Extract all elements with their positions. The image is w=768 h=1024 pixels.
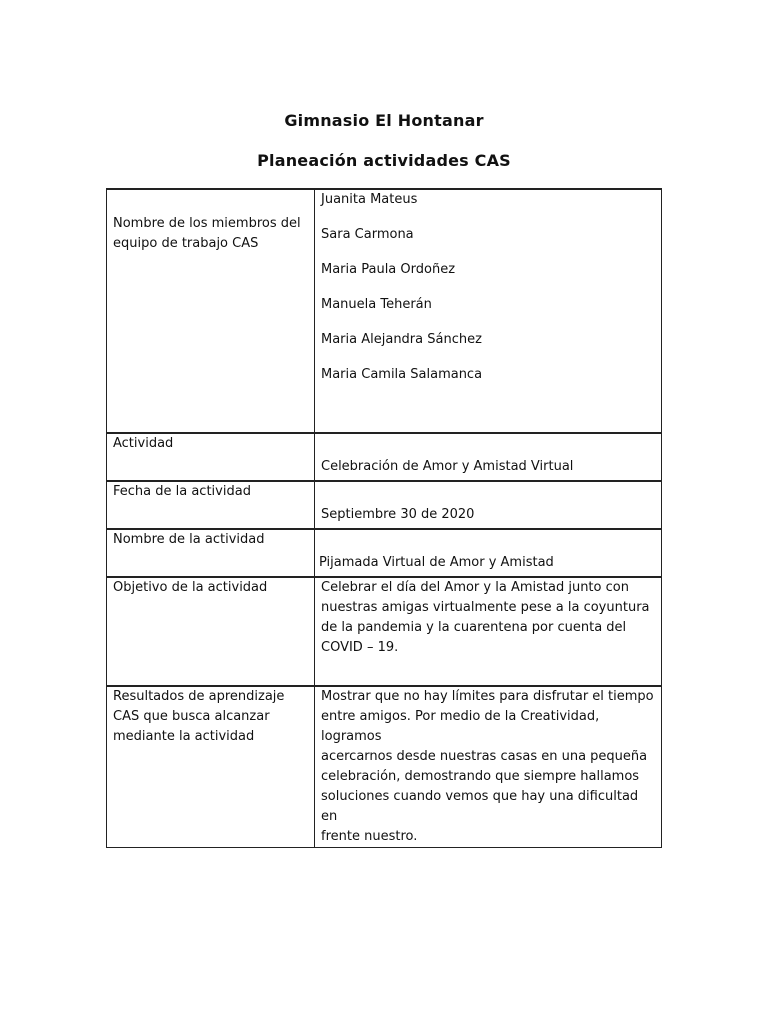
school-title: Gimnasio El Hontanar [284,111,484,130]
table-row-name [107,529,662,577]
name-value-cell [315,529,662,577]
table-row-objective [107,577,662,686]
date-label: Fecha de la actividad [107,481,315,529]
members-list [321,190,655,385]
member-item: Juanita Mateus [321,192,418,207]
activity-label: Actividad [107,433,315,481]
member-item: Maria Alejandra Sánchez [321,332,482,347]
member-item: Maria Camila Salamanca [321,367,483,382]
results-value: Mostrar que no hay límites para disfrutar el tiempo entre amigos. Por medio de la Creatividad, logramos acercarnos desde nuestras casas en una pequeña celebración, demostrando que siempre hallamos soluciones cuando vemos que hay una dificultad en frente nuestro. [315,686,662,848]
members-label: Nombre de los miembros del equipo de trabajo CAS [107,189,315,433]
name-label: Nombre de la actividad [107,529,315,577]
plan-title: Planeación actividades CAS [257,151,511,170]
table-row-activity [107,433,662,481]
name-value: Pijamada Virtual de Amor y Amistad [319,555,554,570]
objective-value: Celebrar el día del Amor y la Amistad junto con nuestras amigas virtualmente pese a la coyuntura de la pandemia y la cuarentena por cuenta del COVID – 19. [315,577,662,686]
member-item: Sara Carmona [321,227,414,242]
cas-planning-table [106,188,662,848]
table-row-date [107,481,662,529]
activity-value: Celebración de Amor y Amistad Virtual [315,433,662,481]
member-item: Manuela Teherán [321,297,432,312]
results-label: Resultados de aprendizaje CAS que busca alcanzar mediante la actividad [107,686,315,848]
table-row-results [107,686,662,848]
table-row-members [107,189,662,433]
date-value: Septiembre 30 de 2020 [315,481,662,529]
members-value-cell [315,189,662,433]
objective-label: Objetivo de la actividad [107,577,315,686]
member-item: Maria Paula Ordoñez [321,262,456,277]
